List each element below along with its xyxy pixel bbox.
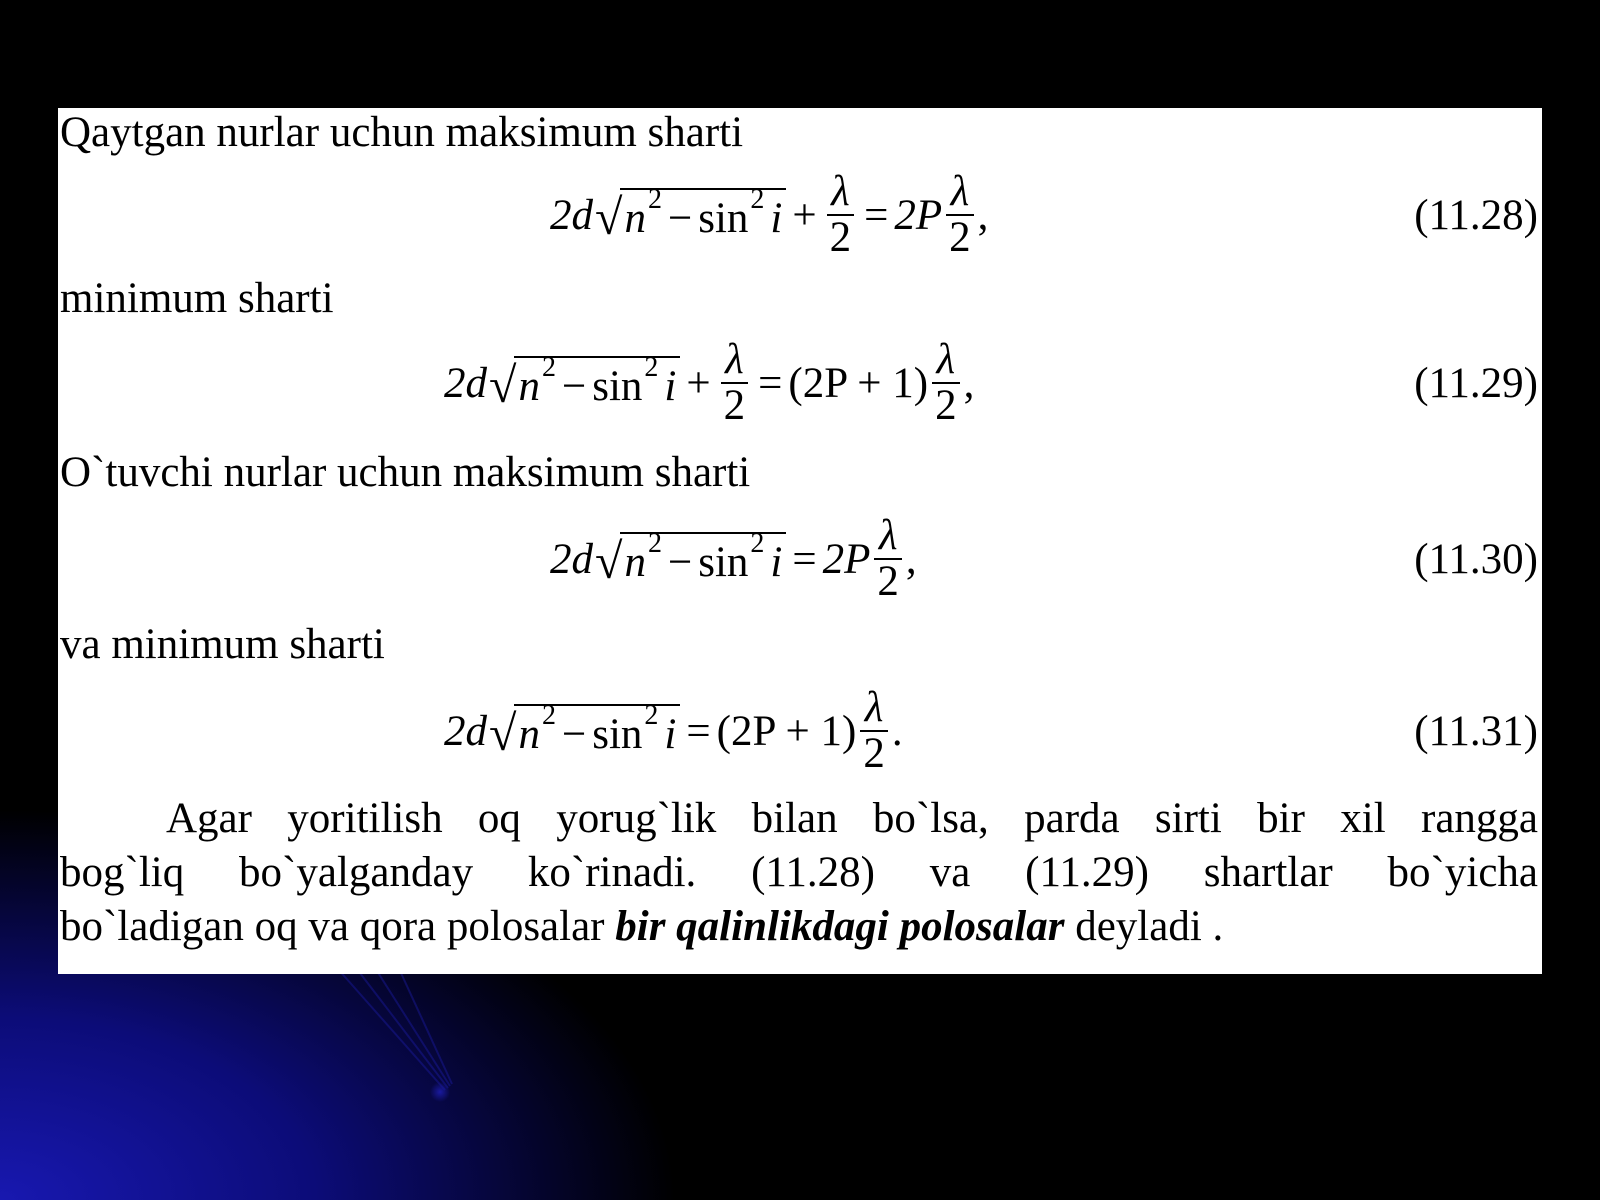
exponent: 2: [647, 528, 662, 559]
paragraph-line-3: [60, 900, 1538, 954]
sqrt: √ n 2 − sin 2 i: [595, 188, 786, 243]
sqrt: √ n 2 − sin 2 i: [595, 532, 786, 587]
minus: −: [667, 194, 693, 242]
text-transmitted-max-heading: O`tuvchi nurlar uchun maksimum sharti: [60, 449, 751, 496]
text-reflected-max-heading: Qaytgan nurlar uchun maksimum sharti: [60, 109, 744, 156]
equation-number: (11.29): [1414, 359, 1538, 407]
minus: −: [561, 362, 587, 410]
fraction-lambda-2: $\frac{\lambda}{2}$: [932, 338, 960, 428]
var-i: i: [664, 710, 677, 758]
formula: [550, 504, 917, 614]
equation-number: (11.28): [1414, 191, 1538, 239]
exponent: 2: [750, 528, 765, 559]
equation-11-31: [58, 676, 1542, 786]
emphasis-term: bir qalinlikdagi polosalar: [615, 903, 1065, 950]
minus: −: [561, 710, 587, 758]
text-minimum-heading: minimum sharti: [60, 275, 334, 322]
equals: =: [758, 359, 783, 407]
equation-11-30: [58, 504, 1542, 614]
sin: sin: [592, 362, 643, 410]
coef-2d: 2d: [550, 191, 593, 239]
slide-content: [58, 108, 1542, 974]
exponent: 2: [644, 700, 659, 731]
var-i: i: [770, 194, 783, 242]
sqrt: √ n 2 − sin 2 i: [489, 356, 680, 411]
rhs-2P: 2P: [894, 191, 943, 239]
var-i: i: [664, 362, 677, 410]
exponent: 2: [647, 184, 662, 215]
var-n: n: [624, 194, 646, 242]
formula: [444, 676, 903, 786]
var-n: n: [624, 538, 646, 586]
formula: [550, 160, 988, 270]
plus: +: [792, 191, 817, 239]
coef-2d: 2d: [444, 707, 487, 755]
sin: sin: [592, 710, 643, 758]
paragraph-line-1: Agar yoritilish oq yorug`lik bilan bo`lsa, parda sirti bir xil rangga: [166, 795, 1538, 842]
fraction-lambda-2: $\frac{\lambda}{2}$: [827, 170, 855, 260]
rhs-2P-plus-1: (2P + 1): [716, 707, 857, 755]
equation-11-29: [58, 328, 1542, 438]
paragraph-text: bo`ladigan oq va qora polosalar: [60, 903, 605, 950]
formula: [444, 328, 974, 438]
equals: =: [792, 535, 817, 583]
exponent: 2: [541, 700, 556, 731]
equals: =: [686, 707, 711, 755]
var-n: n: [518, 710, 540, 758]
fraction-lambda-2: $\frac{\lambda}{2}$: [721, 338, 749, 428]
punctuation: ,: [977, 191, 989, 239]
paragraph-text-end: deyladi .: [1075, 903, 1224, 950]
coef-2d: 2d: [444, 359, 487, 407]
var-i: i: [770, 538, 783, 586]
sqrt: √ n 2 − sin 2 i: [489, 704, 680, 759]
punctuation: ,: [963, 359, 975, 407]
equation-11-28: [58, 160, 1542, 270]
minus: −: [667, 538, 693, 586]
equation-number: (11.30): [1414, 535, 1538, 583]
fraction-lambda-2: $\frac{\lambda}{2}$: [946, 170, 974, 260]
text-and-minimum-heading: va minimum sharti: [60, 621, 385, 668]
coef-2d: 2d: [550, 535, 593, 583]
exponent: 2: [541, 352, 556, 383]
sin: sin: [698, 194, 749, 242]
fraction-lambda-2: $\frac{\lambda}{2}$: [874, 514, 902, 604]
var-n: n: [518, 362, 540, 410]
exponent: 2: [644, 352, 659, 383]
punctuation: ,: [905, 535, 917, 583]
plus: +: [686, 359, 711, 407]
paragraph-line-2: bog`liq bo`yalganday ko`rinadi. (11.28) va (11.29) shartlar bo`yicha: [60, 849, 1538, 896]
exponent: 2: [750, 184, 765, 215]
rhs-2P-plus-1: (2P + 1): [788, 359, 929, 407]
punctuation: .: [891, 707, 903, 755]
rhs-2P: 2P: [822, 535, 871, 583]
sin: sin: [698, 538, 749, 586]
equals: =: [864, 191, 889, 239]
fraction-lambda-2: $\frac{\lambda}{2}$: [860, 686, 888, 776]
equation-number: (11.31): [1414, 707, 1538, 755]
